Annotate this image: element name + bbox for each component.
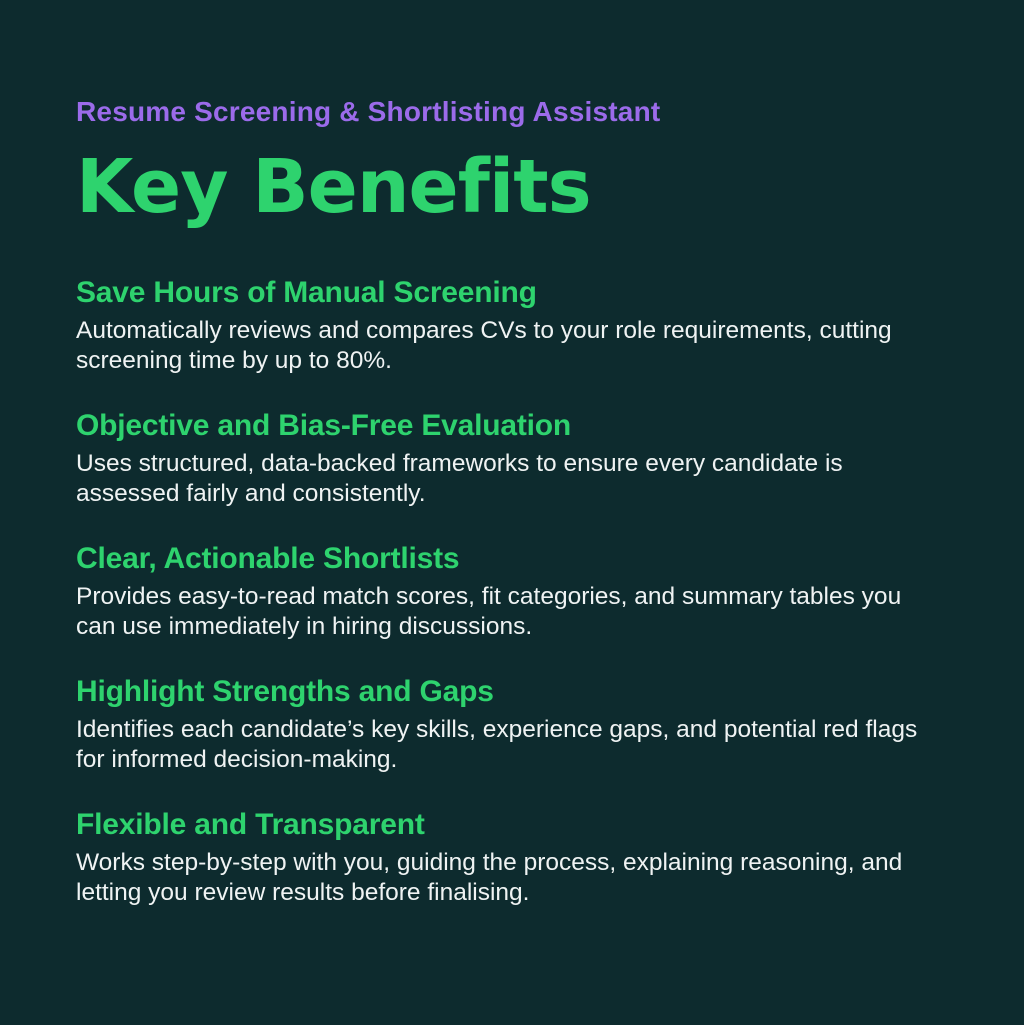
benefit-heading: Clear, Actionable Shortlists (76, 542, 460, 575)
benefit-section-save-hours (76, 276, 946, 376)
benefit-heading: Highlight Strengths and Gaps (76, 675, 494, 708)
benefit-body: Identifies each candidate’s key skills, experience gaps, and potential red flags for informed decision-making. (76, 716, 918, 773)
benefit-section-objective (76, 409, 946, 509)
benefit-body: Automatically reviews and compares CVs to your role requirements, cutting screening time by up to 80%. (76, 317, 892, 374)
benefit-heading: Save Hours of Manual Screening (76, 276, 537, 309)
page-title: Key Benefits (76, 144, 591, 230)
slide-kicker: Resume Screening & Shortlisting Assistant (76, 96, 661, 127)
benefit-body: Uses structured, data-backed frameworks to ensure every candidate is assessed fairly and consistently. (76, 450, 843, 507)
benefit-section-flexible (76, 808, 946, 908)
benefit-section-strengths-gaps (76, 675, 946, 775)
benefit-body: Provides easy-to-read match scores, fit categories, and summary tables you can use immediately in hiring discussions. (76, 583, 902, 640)
benefit-body: Works step-by-step with you, guiding the process, explaining reasoning, and letting you review results before finalising. (76, 849, 903, 906)
benefit-section-shortlists (76, 542, 946, 642)
benefit-heading: Flexible and Transparent (76, 808, 425, 841)
benefit-heading: Objective and Bias-Free Evaluation (76, 409, 572, 442)
